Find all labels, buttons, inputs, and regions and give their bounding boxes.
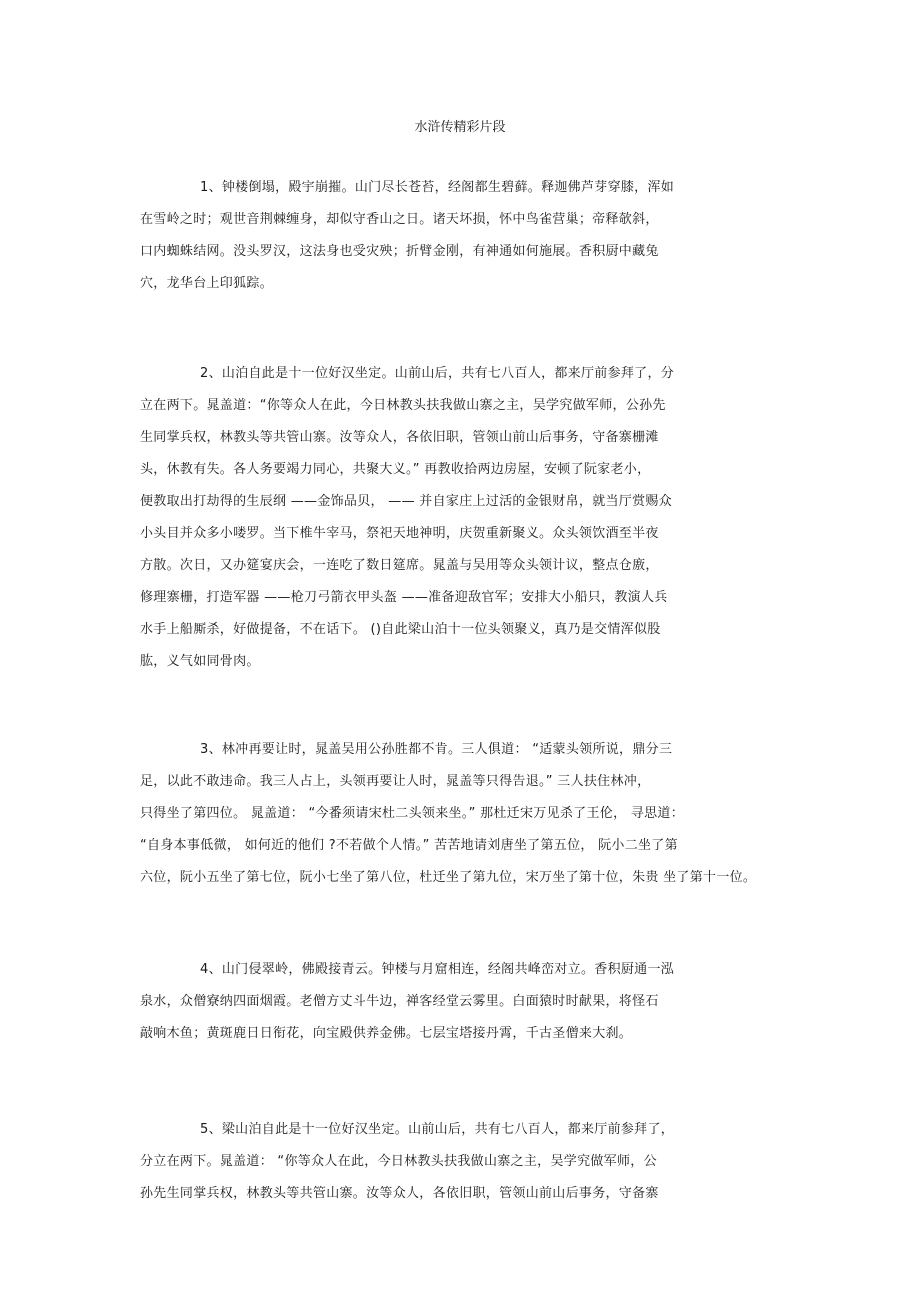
text-line: 泉水，众僧寮纳四面烟霞。老僧方丈斗牛边，禅客经堂云雾里。白面猿时时献果，将怪石 [140,994,659,1009]
text-line: 分立在两下。晁盖道： “你等众人在此，今日林教头扶我做山寨之主，吴学究做军师，公 [140,1154,657,1169]
text-line: 头，休教有失。各人务要竭力同心，共聚大义。” 再教收拾两边房屋，安顿了阮家老小， [140,462,651,477]
text-line: 立在两下。晁盖道：“你等众人在此，今日林教头扶我做山寨之主，吴学究做军师，公孙先 [140,398,666,413]
text-line: “自身本事低微， 如何近的他们 ?不若做个人情。” 苦苦地请刘唐坐了第五位， 阮小二坐了第 [140,838,678,853]
paragraph-1 [140,180,780,308]
text-line: 肱，义气如同骨肉。 [140,654,260,669]
paragraph-2 [140,366,780,686]
text-line: 2、山泊自此是十一位好汉坐定。山前山后，共有七八百人，都来厅前参拜了，分 [200,366,675,381]
text-line: 生同掌兵权，林教头等共管山寨。汝等众人，各依旧职，管领山前山后事务，守备寨栅滩 [140,430,659,445]
text-line: 4、山门侵翠岭，佛殿接青云。钟楼与月窟相连，经阁共峰峦对立。香积厨通一泓 [200,962,675,977]
text-line: 足，以此不敢违命。我三人占上，头领再要让人时，晁盖等只得告退。” 三人扶住林冲， [140,774,651,789]
text-line: 5、梁山泊自此是十一位好汉坐定。山前山后，共有七八百人，都来厅前参拜了， [200,1122,675,1137]
text-line: 小头目并众多小喽罗。当下椎牛宰马，祭祀天地神明，庆贺重新聚义。众头领饮酒至半夜 [140,526,659,541]
text-line: 方散。次日，又办筵宴庆会，一连吃了数日筵席。晁盖与吴用等众头领计议，整点仓廒， [140,558,659,573]
text-line: 1、钟楼倒塌，殿宇崩摧。山门尽长苍苔，经阁都生碧藓。释迦佛芦芽穿膝，浑如 [200,180,675,195]
text-line: 敲响木鱼；黄斑鹿日日衔花，向宝殿供养金佛。七层宝塔接丹霄，千古圣僧来大刹。 [140,1026,633,1041]
text-line: 水手上船厮杀，好做提备，不在话下。 ()自此梁山泊十一位头领聚义，真乃是交情浑似股 [140,622,661,637]
text-line: 3、林冲再要让时，晁盖吴用公孙胜都不肯。三人俱道： “适蒙头领所说，鼎分三 [200,742,673,757]
text-line: 穴，龙华台上印狐踪。 [140,276,274,291]
paragraph-4 [140,962,780,1058]
text-line: 孙先生同掌兵权，林教头等共管山寨。汝等众人，各依旧职，管领山前山后事务，守备寨 [140,1186,659,1201]
text-line: 在雪岭之时；观世音荆棘缠身，却似守香山之日。诸天坏损，怀中鸟雀营巢；帝释欹斜， [140,212,659,227]
paragraph-3 [140,742,780,902]
text-line: 口内蜘蛛结网。没头罗汉，这法身也受灾殃；折臂金刚，有神通如何施展。香积厨中藏兔 [140,244,659,259]
text-line: 便教取出打劫得的生辰纲 ——金饰品贝， —— 并自家庄上过活的金银财帛，就当厅赏赐众 [140,494,672,509]
document-title: 水浒传精彩片段 [414,120,506,135]
paragraph-5 [140,1122,780,1218]
text-line: 六位，阮小五坐了第七位，阮小七坐了第八位，杜迁坐了第九位，宋万坐了第十位，朱贵 坐了第十一位。 [140,870,757,885]
text-line: 只得坐了第四位。 晁盖道： “今番须请宋杜二头领来坐。” 那杜迁宋万见杀了王伦， 寻思道： [140,806,684,821]
text-line: 修理寨栅，打造军器 ——枪刀弓箭衣甲头盔 ——准备迎敌官军；安排大小船只，教演人兵 [140,590,668,605]
